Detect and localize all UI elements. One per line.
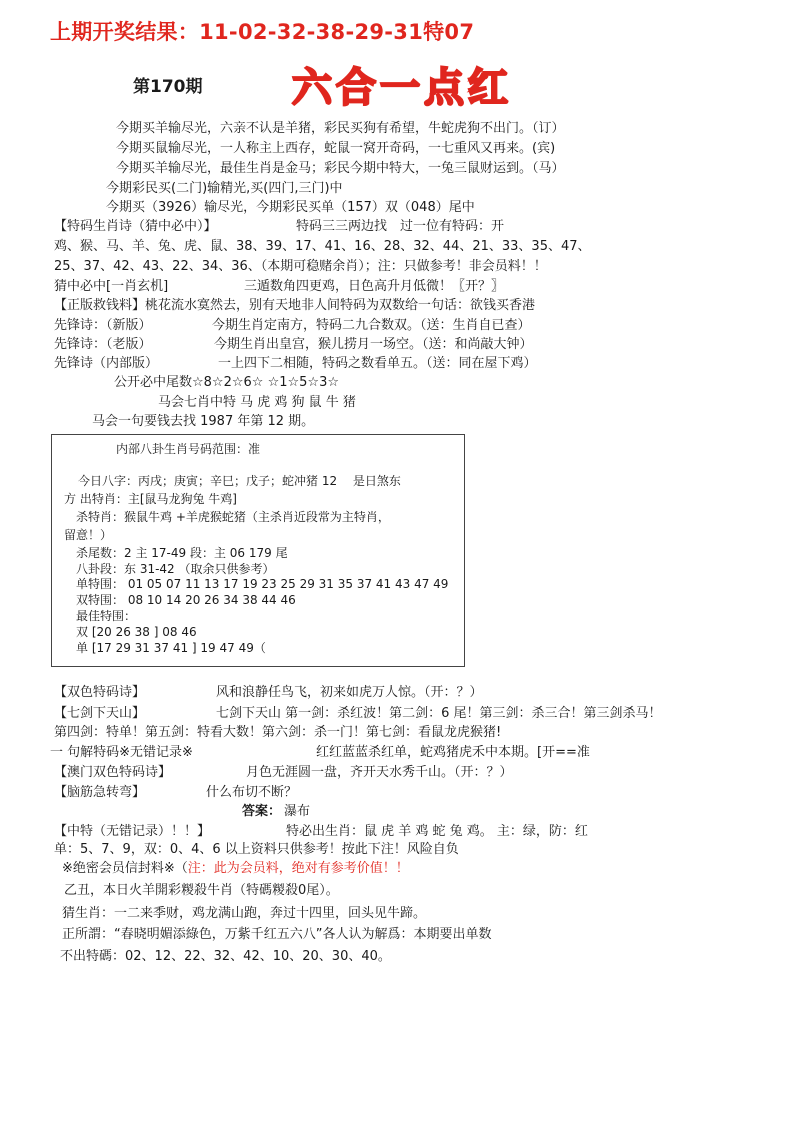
box-sha-line-2: 留意！） [64, 528, 113, 542]
mimi-envelope-label: ※绝密会员信封料※（ [62, 861, 188, 876]
tehma-poem: 特码三三两边找 过一位有特码：开 [296, 219, 505, 234]
jieyu-label: 一 句解特码※无错记录※ [50, 745, 193, 760]
box-sha-line-1: 杀特肖：猴鼠牛鸡 +羊虎猴蛇猪（主杀肖近段常为主特肖， [76, 510, 390, 524]
box-bazi-line-2: 方 出特肖：主[鼠马龙狗兔 牛鸡] [64, 492, 237, 506]
poem-line-3: 今期买羊输尽光，最佳生肖是金马；彩民今期中特大，一兔三鼠财运到。（马） [116, 161, 565, 176]
tehma-list-1: 鸡、猴、马、羊、兔、虎、鼠、38、39、17、41、16、28、32、44、21、33、35、47、 [54, 239, 591, 254]
mahui-sentence: 马会一句要钱去找 1987 年第 12 期。 [92, 414, 315, 429]
xianfeng-label-new: 先锋诗：（新版） [54, 318, 152, 333]
qijian-text-1: 七剑下天山 第一剑：杀红波！第二剑：6 尾！第三剑：杀三合！第三剑杀马！ [216, 706, 662, 721]
naojin-label: 【脑筋急转弯】 [54, 785, 146, 800]
box-best-shuang: 双 [20 26 38 ] 08 46 [76, 625, 197, 639]
naojin-answer-label: 答案： [242, 804, 282, 819]
poem-line-4: 今期彩民买(二门)输精光,买(四门,三门)中 [106, 181, 343, 196]
box-best-dan: 单 [17 29 31 37 41 ] 19 47 49（ [76, 641, 266, 655]
shuangse-text: 风和浪静任鸟飞，初来如虎万人惊。（开：？） [216, 685, 483, 700]
mimi-envelope-line [62, 862, 409, 875]
box-best-label: 最佳特围： [76, 609, 137, 623]
buchu-tema-line: 不出特碼：02、12、22、32、42、10、20、30、40。 [60, 949, 391, 964]
xianfeng-label-inner: 先锋诗（内部版） [54, 356, 159, 371]
box-bagua-segment: 八卦段：东 31-42 （取余只供参考） [76, 562, 275, 576]
tehma-label: 【特码生肖诗（猜中必中）】 [54, 219, 217, 234]
naojin-answer: 瀑布 [284, 804, 311, 819]
aomen-label: 【澳门双色特码诗】 [54, 765, 172, 780]
jieyu-text: 红红蓝蓝杀红单，蛇鸡猪虎禾中本期。[开==准 [316, 745, 590, 760]
liuhe-yidianhong-logo [278, 64, 526, 108]
shuangse-label: 【双色特码诗】 [54, 685, 146, 700]
zhongte-label: 【中特（无错记录）！！】 [54, 824, 211, 839]
zhongte-text-1: 特必出生肖：鼠 虎 羊 鸡 蛇 兔 鸡。 主：绿，防：红 [286, 824, 588, 839]
xianfeng-label-old: 先锋诗：（老版） [54, 337, 152, 352]
xianfeng-text-inner: 一上四下二相随，特码之数看单五。（送：同在屋下鸡） [218, 356, 537, 371]
poem-line-1: 今期买羊输尽光，六亲不认是羊猪，彩民买狗有希望，牛蛇虎狗不出门。（订） [116, 121, 565, 136]
logo-text: 六合一点红 [292, 65, 512, 108]
poem-line-2: 今期买鼠输尽光，一人称主上西存，蛇鼠一窝开奇码，一七重风又再来。(宾) [116, 141, 556, 156]
guess-label: 猜中必中[一肖玄机] [54, 279, 169, 294]
mahui-seven-zodiac: 马会七肖中特 马 虎 鸡 狗 鼠 牛 猪 [158, 395, 356, 410]
guess-text: 三遁数角四更鸡，日色高升月低微！〖开？〗 [244, 279, 505, 294]
gongkai-tail-numbers: 公开必中尾数☆8☆2☆6☆ ☆1☆5☆3☆ [114, 375, 339, 390]
poem-line-5: 今期买（3926）输尽光，今期彩民买单（157）双（048）尾中 [106, 200, 475, 215]
box-shuang-range: 双特围： 08 10 14 20 26 34 38 44 46 [76, 593, 296, 607]
box-sha-tail: 杀尾数：2 主 17-49 段：主 06 179 尾 [76, 546, 288, 560]
xianfeng-text-old: 今期生肖出皇宫，猴儿捞月一场空。（送：和尚敲大钟） [214, 337, 533, 352]
previous-result-header: 上期开奖结果：11-02-32-38-29-31特07 [50, 20, 475, 44]
naojin-question: 什么布切不断？ [206, 785, 298, 800]
zhongte-text-2: 单：5、7、9，双：0、4、6 以上资料只供参考！按此下注！风险自负 [54, 842, 459, 857]
issue-number: 第170期 [133, 77, 203, 97]
xianfeng-text-new: 今期生肖定南方，特码二九合数双。（送：生肖自已查） [212, 318, 531, 333]
mimi-envelope-note: 注：此为会员料，绝对有参考价值！！ [187, 861, 409, 876]
zhengsuo-line: 正所謂：“春晓明媚添綠色，万紫千红五六八”各人认为解爲：本期要出单数 [62, 927, 492, 942]
zhengban-line: 【正版救钱料】桃花流水寞然去，别有天地非人间特码为双数给一句话：欲钱买香港 [54, 298, 536, 313]
tehma-list-2: 25、37、42、43、22、34、36、（本期可稳赌余肖）；注：只做参考！非会员料！！ [54, 259, 547, 274]
box-dan-range: 单特围： 01 05 07 11 13 17 19 23 25 29 31 35 37 41 43 47 49 [76, 577, 449, 591]
qijian-label: 【七剑下天山】 [54, 706, 146, 721]
box-title: 内部八卦生肖号码范围：准 [116, 442, 261, 456]
box-bazi-line-1: 今日八字：丙戌；庚寅；辛巳；戊子；蛇冲猪 12 是日煞东 [78, 474, 401, 488]
caisheng-line: 猜生肖：一二来季财，鸡龙满山跑，奔过十四里，回头见牛蹄。 [62, 906, 427, 921]
bagua-range-box [51, 434, 465, 667]
qijian-text-2: 第四剑：特单！第五剑：特看大数！第六剑：杀一门！第七剑：看鼠龙虎猴猪! [54, 725, 502, 740]
yichou-line: 乙丑，本日火羊開彩糉殺牛肖（特碼糉殺0尾）。 [64, 883, 339, 898]
aomen-text: 月色无涯圆一盘，齐开天水秀千山。（开：？） [246, 765, 513, 780]
